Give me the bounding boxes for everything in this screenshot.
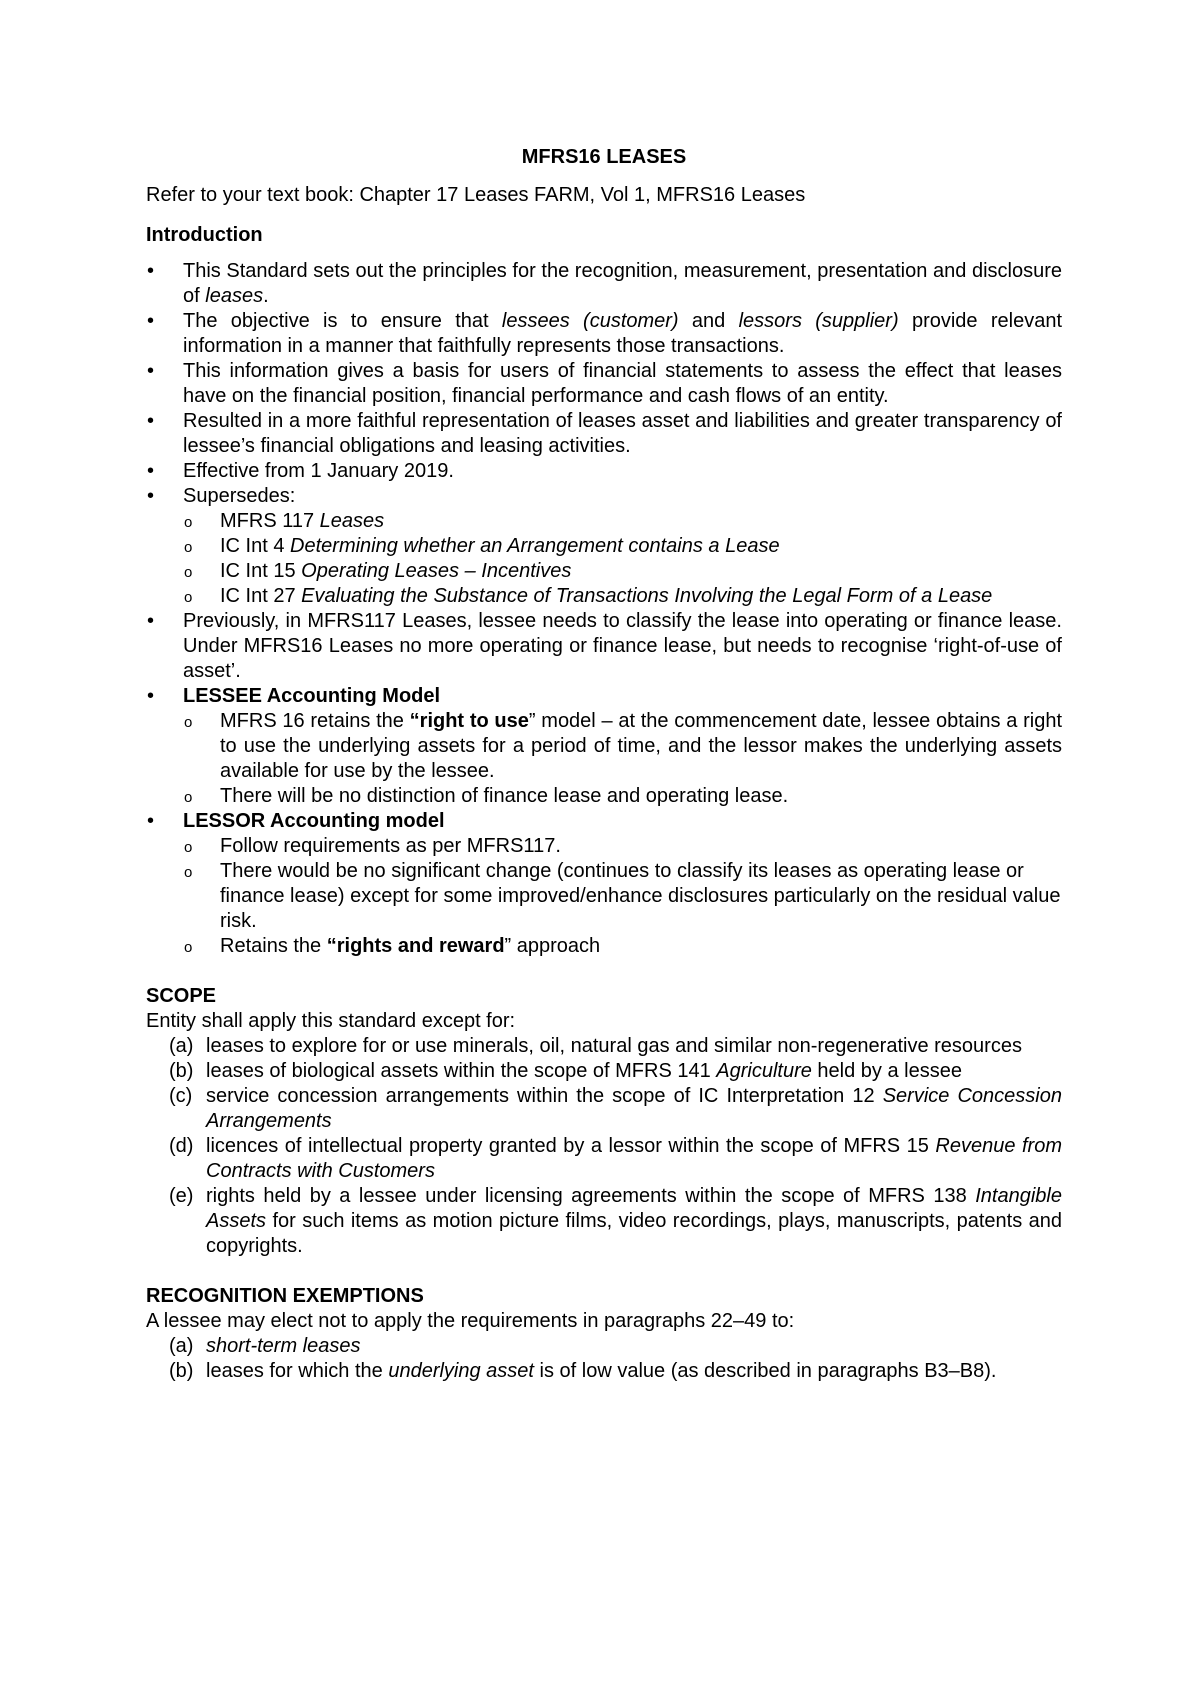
scope-item xyxy=(169,1034,1062,1059)
scope-section xyxy=(146,984,1062,1259)
text-italic: Service Concession Arrangements xyxy=(206,1085,1062,1132)
text: leases for which the xyxy=(206,1360,389,1382)
intro-bullet-objective xyxy=(146,309,1062,359)
text-bold: “right to use xyxy=(409,710,529,732)
text: ” model – at the commencement date, lessee obtains a right to use the underlying assets for a period of time, and the lessor makes the underlying assets available for use by the lessee. xyxy=(220,710,1062,782)
recognition-heading: RECOGNITION EXEMPTIONS xyxy=(146,1285,424,1307)
intro-bullet-information: • This information gives a basis for users of financial statements to assess the effect that leases have on the financial position, financial performance and cash flows of an entity. xyxy=(146,359,1062,409)
text: provide relevant information in a manner that faithfully represents those transactions. xyxy=(183,310,1063,357)
recognition-item xyxy=(169,1359,1062,1384)
item-label: (a) xyxy=(169,1335,194,1357)
intro-bullet-principles xyxy=(146,259,1062,309)
scope-item xyxy=(169,1084,1062,1134)
document-body xyxy=(146,145,1062,1384)
text: This Standard sets out the principles for the recognition, measurement, presentation and disclosure of xyxy=(183,260,1062,307)
lessor-model-list xyxy=(183,834,1062,959)
intro-bullet-effective: • Effective from 1 January 2019. xyxy=(146,459,1062,484)
introduction-heading: Introduction xyxy=(146,224,263,246)
text: leases to explore for or use minerals, oil, natural gas and similar non-regenerative resources xyxy=(206,1035,1022,1057)
item-label: (b) xyxy=(169,1060,194,1082)
recognition-section xyxy=(146,1284,1062,1384)
text: IC Int 27 xyxy=(220,585,302,607)
text: The objective is to ensure that xyxy=(183,310,502,332)
text-italic: lessees (customer) xyxy=(501,310,679,332)
text-italic: leases xyxy=(205,285,264,307)
text: for such items as motion picture films, video recordings, plays, manuscripts, patents and copyrights. xyxy=(206,1210,1062,1257)
text: is of low value (as described in paragraphs B3–B8). xyxy=(533,1360,997,1382)
recognition-lead: A lessee may elect not to apply the requirements in paragraphs 22–49 to: xyxy=(146,1310,795,1332)
supersedes-list xyxy=(183,509,1062,609)
intro-bullet-lessee-model xyxy=(146,684,1062,809)
supersedes-item xyxy=(183,534,1062,559)
introduction-list xyxy=(146,259,1062,959)
supersedes-label: • Supersedes: xyxy=(183,485,296,507)
text-italic: Determining whether an Arrangement contains a Lease xyxy=(290,535,780,557)
recognition-list xyxy=(146,1334,1062,1384)
item-label: (d) xyxy=(169,1135,194,1157)
supersedes-item xyxy=(183,584,1062,609)
scope-item xyxy=(169,1134,1062,1184)
item-label: (e) xyxy=(169,1185,194,1207)
intro-bullet-faithful: • Resulted in a more faithful representation of leases asset and liabilities and greater transparency of lessee’s financial obligations and leasing activities. xyxy=(146,409,1062,459)
lessee-model-label: • LESSEE Accounting Model xyxy=(183,685,441,707)
scope-heading: SCOPE xyxy=(146,985,217,1007)
text-italic: Revenue from Contracts with Customers xyxy=(206,1135,1063,1182)
textbook-reference: Refer to your text book: Chapter 17 Leases FARM, Vol 1, MFRS16 Leases xyxy=(146,184,806,206)
intro-bullet-previously: • Previously, in MFRS117 Leases, lessee needs to classify the lease into operating or finance lease. Under MFRS16 Leases no more operating or finance lease, but needs to recognise ‘right-of-use of asset’. xyxy=(146,609,1062,684)
supersedes-item xyxy=(183,509,1062,534)
intro-bullet-lessor-model xyxy=(146,809,1062,959)
recognition-item xyxy=(169,1334,1062,1359)
text: licences of intellectual property granted by a lessor within the scope of MFRS 15 xyxy=(206,1135,936,1157)
item-label: (c) xyxy=(169,1085,193,1107)
document-title: MFRS16 LEASES xyxy=(521,146,687,168)
scope-lead: Entity shall apply this standard except for: xyxy=(146,1010,516,1032)
lessor-model-item: o Follow requirements as per MFRS117. xyxy=(183,834,1062,859)
text: ” approach xyxy=(504,935,601,957)
item-label: (a) xyxy=(169,1035,194,1057)
item-label: (b) xyxy=(169,1360,194,1382)
lessor-model-item: o There would be no significant change (continues to classify its leases as operating lease or finance lease) except for some improved/enhance disclosures particularly on the residual value risk. xyxy=(183,859,1062,934)
text: IC Int 15 xyxy=(220,560,302,582)
text: . xyxy=(263,285,269,307)
text: and xyxy=(678,310,739,332)
scope-item xyxy=(169,1059,1062,1084)
scope-list xyxy=(146,1034,1062,1259)
text: leases of biological assets within the scope of MFRS 141 xyxy=(206,1060,717,1082)
text: MFRS 117 xyxy=(220,510,320,532)
intro-bullet-supersedes xyxy=(146,484,1062,609)
lessor-model-label: • LESSOR Accounting model xyxy=(183,810,445,832)
supersedes-item xyxy=(183,559,1062,584)
text: held by a lessee xyxy=(811,1060,962,1082)
text-italic: short-term leases xyxy=(206,1335,361,1357)
text-italic: Leases xyxy=(319,510,385,532)
text-bold: “rights and reward xyxy=(326,935,505,957)
text-italic: Intangible Assets xyxy=(206,1185,1062,1232)
scope-item xyxy=(169,1184,1062,1259)
text: rights held by a lessee under licensing agreements within the scope of MFRS 138 xyxy=(206,1185,976,1207)
text-italic: underlying asset xyxy=(388,1360,534,1382)
lessee-model-item xyxy=(183,709,1062,784)
text: service concession arrangements within the scope of IC Interpretation 12 xyxy=(206,1085,883,1107)
text-italic: Evaluating the Substance of Transactions Involving the Legal Form of a Lease xyxy=(301,585,993,607)
text-italic: Agriculture xyxy=(716,1060,812,1082)
text-italic: Operating Leases – Incentives xyxy=(301,560,572,582)
text: MFRS 16 retains the xyxy=(220,710,410,732)
lessee-model-item: o There will be no distinction of finance lease and operating lease. xyxy=(183,784,1062,809)
text-italic: lessors (supplier) xyxy=(738,310,899,332)
text: Retains the xyxy=(220,935,327,957)
text: IC Int 4 xyxy=(220,535,291,557)
lessee-model-list xyxy=(183,709,1062,809)
lessor-model-item xyxy=(183,934,1062,959)
